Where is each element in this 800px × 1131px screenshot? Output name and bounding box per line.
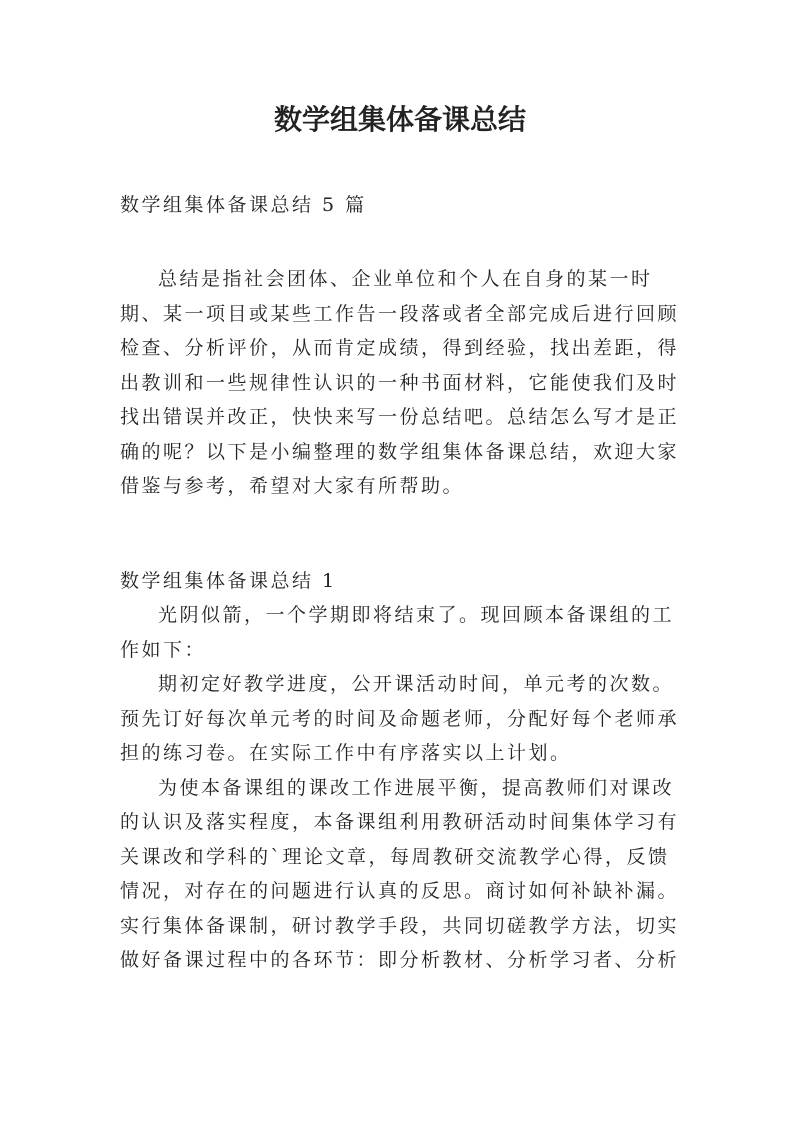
section-body (120, 598, 680, 978)
document-title: 数学组集体备课总结 (273, 103, 526, 136)
section-paragraph: 光阴似箭，一个学期即将结束了。现回顾本备课组的工作如下： (120, 604, 675, 661)
section-heading: 数学组集体备课总结 1 (120, 570, 337, 592)
document-subtitle: 数学组集体备课总结 5 篇 (120, 194, 367, 216)
section-paragraph: 为使本备课组的课改工作进展平衡，提高教师们对课改的认识及落实程度，本备课组利用教研活动时间集体学习有关课改和学科的`理论文章，每周教研交流教学心得，反馈情况，对存在的问题进行认真的反思。商讨如何补缺补漏。实行集体备课制，研讨教学手段，共同切磋教学方法，切实做好备课过程中的各环节：即分析教材、分析学习者、分析 (120, 776, 680, 971)
intro-text: 总结是指社会团体、企业单位和个人在自身的某一时期、某一项目或某些工作告一段落或者全部完成后进行回顾检查、分析评价，从而肯定成绩，得到经验，找出差距，得出教训和一些规律性认识的一种书面材料，它能使我们及时找出错误并改正，快快来写一份总结吧。总结怎么写才是正确的呢？以下是小编整理的数学组集体备课总结，欢迎大家借鉴与参考，希望对大家有所帮助。 (120, 268, 680, 497)
intro-paragraph (120, 262, 680, 504)
section-paragraph: 期初定好教学进度，公开课活动时间，单元考的次数。预先订好每次单元考的时间及命题老师，分配好每个老师承担的练习卷。在实际工作中有序落实以上计划。 (120, 673, 680, 764)
